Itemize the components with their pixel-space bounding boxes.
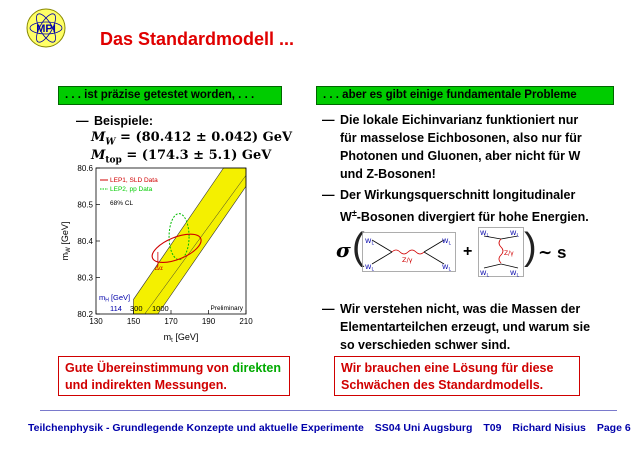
sigma-symbol: σ	[336, 238, 351, 262]
y-tick-label: 80.6	[77, 164, 93, 173]
x-tick-label: 190	[201, 317, 216, 326]
delta-alpha-label: Δα	[154, 265, 163, 273]
y-tick-label: 80.5	[77, 200, 93, 210]
right-summary-box: Wir brauchen eine Lösung für diese Schwächen des Standardmodells.	[334, 356, 580, 396]
mh-label: $m_H$ [GeV]	[99, 293, 131, 304]
mw-mt-chart	[56, 162, 256, 346]
mh-value-1000: 1000	[152, 304, 169, 313]
scaling-s: ∼ s	[538, 243, 567, 262]
svg-text:WL: $W_L$	[365, 263, 374, 272]
x-tick-label: 150	[126, 317, 141, 326]
x-tick-label: 170	[164, 317, 178, 326]
page-title: Das Standardmodell ...	[100, 29, 295, 49]
svg-text:WL: $W_L$	[510, 229, 519, 239]
footer-code: T09	[483, 422, 502, 434]
mh-value-114: 114	[110, 304, 122, 313]
feynman-diagram-tchannel	[478, 227, 524, 277]
legend-lep2: LEP2, pp Data	[110, 186, 153, 193]
cl-label: 68% CL	[110, 200, 134, 207]
x-tick-label: 130	[89, 317, 103, 326]
feynman-diagram-schannel	[362, 232, 456, 272]
y-tick-label: 80.2	[77, 310, 93, 319]
preliminary-label: Preliminary	[210, 305, 243, 312]
formula-mtop: $M_{top} = (174.3 \pm 5.1)$ GeV	[91, 148, 272, 166]
plus-sign: +	[463, 243, 473, 260]
x-tick-label: 210	[239, 317, 253, 326]
svg-text:WL: $W_L$	[442, 237, 451, 247]
svg-text:WL: $W_L$	[442, 263, 451, 272]
mh-value-300: 300	[130, 304, 143, 313]
x-axis-label: $m_t$ [GeV]	[163, 332, 199, 344]
footer-divider	[40, 410, 617, 411]
svg-text:WL: $W_L$	[510, 269, 519, 277]
footer-author: Richard Nisius	[512, 422, 586, 434]
footer-page: Page 6	[596, 422, 631, 434]
y-tick-label: 80.4	[77, 237, 93, 246]
footer	[28, 422, 631, 434]
left-summary-box: Gute Übereinstimmung von direkten und indirekten Messungen.	[58, 356, 290, 396]
examples-bullet: — Beispiele:	[76, 114, 154, 128]
svg-text:MPI: MPI	[36, 23, 56, 35]
svg-text:WL: $W_L$	[365, 237, 374, 247]
footer-course: Teilchenphysik - Grundlegende Konzepte und aktuelle Experimente	[28, 422, 364, 434]
left-paren: (	[352, 226, 365, 268]
svg-text:Z/γ: Z/γ	[504, 250, 514, 257]
svg-text:WL: $W_L$	[480, 269, 489, 277]
y-tick-label: 80.3	[77, 273, 93, 283]
mpi-logo	[26, 8, 66, 48]
y-axis-label: $m_W$ [GeV]	[60, 221, 72, 261]
legend-lep1: LEP1, SLD Data	[110, 177, 158, 184]
right-heading-box: . . . aber es gibt einige fundamentale Probleme	[316, 86, 614, 105]
svg-text:Z/γ: Z/γ	[402, 256, 413, 264]
formula-mw: $M_W = (80.412 \pm 0.042)$ GeV	[91, 130, 293, 148]
footer-semester: SS04 Uni Augsburg	[374, 422, 473, 434]
bullet-cross-section: — Der Wirkungsquerschnitt longitudinaler W±-Bosonen divergiert für hohe Energien.	[322, 188, 589, 225]
right-paren: )	[524, 226, 537, 268]
svg-text:WL: $W_L$	[480, 229, 489, 239]
left-heading-box: . . . ist präzise getestet worden, . . .	[58, 86, 282, 105]
bullet-masses: — Wir verstehen nicht, was die Massen der Elementarteilchen erzeugt, und warum sie so verschieden schwer sind.	[322, 302, 591, 352]
bullet-gauge-invariance: — Die lokale Eichinvarianz funktioniert nur für masselose Eichbosonen, also nur für Photonen und Gluonen, aber nicht für W und Z-Bosonen!	[322, 113, 582, 181]
